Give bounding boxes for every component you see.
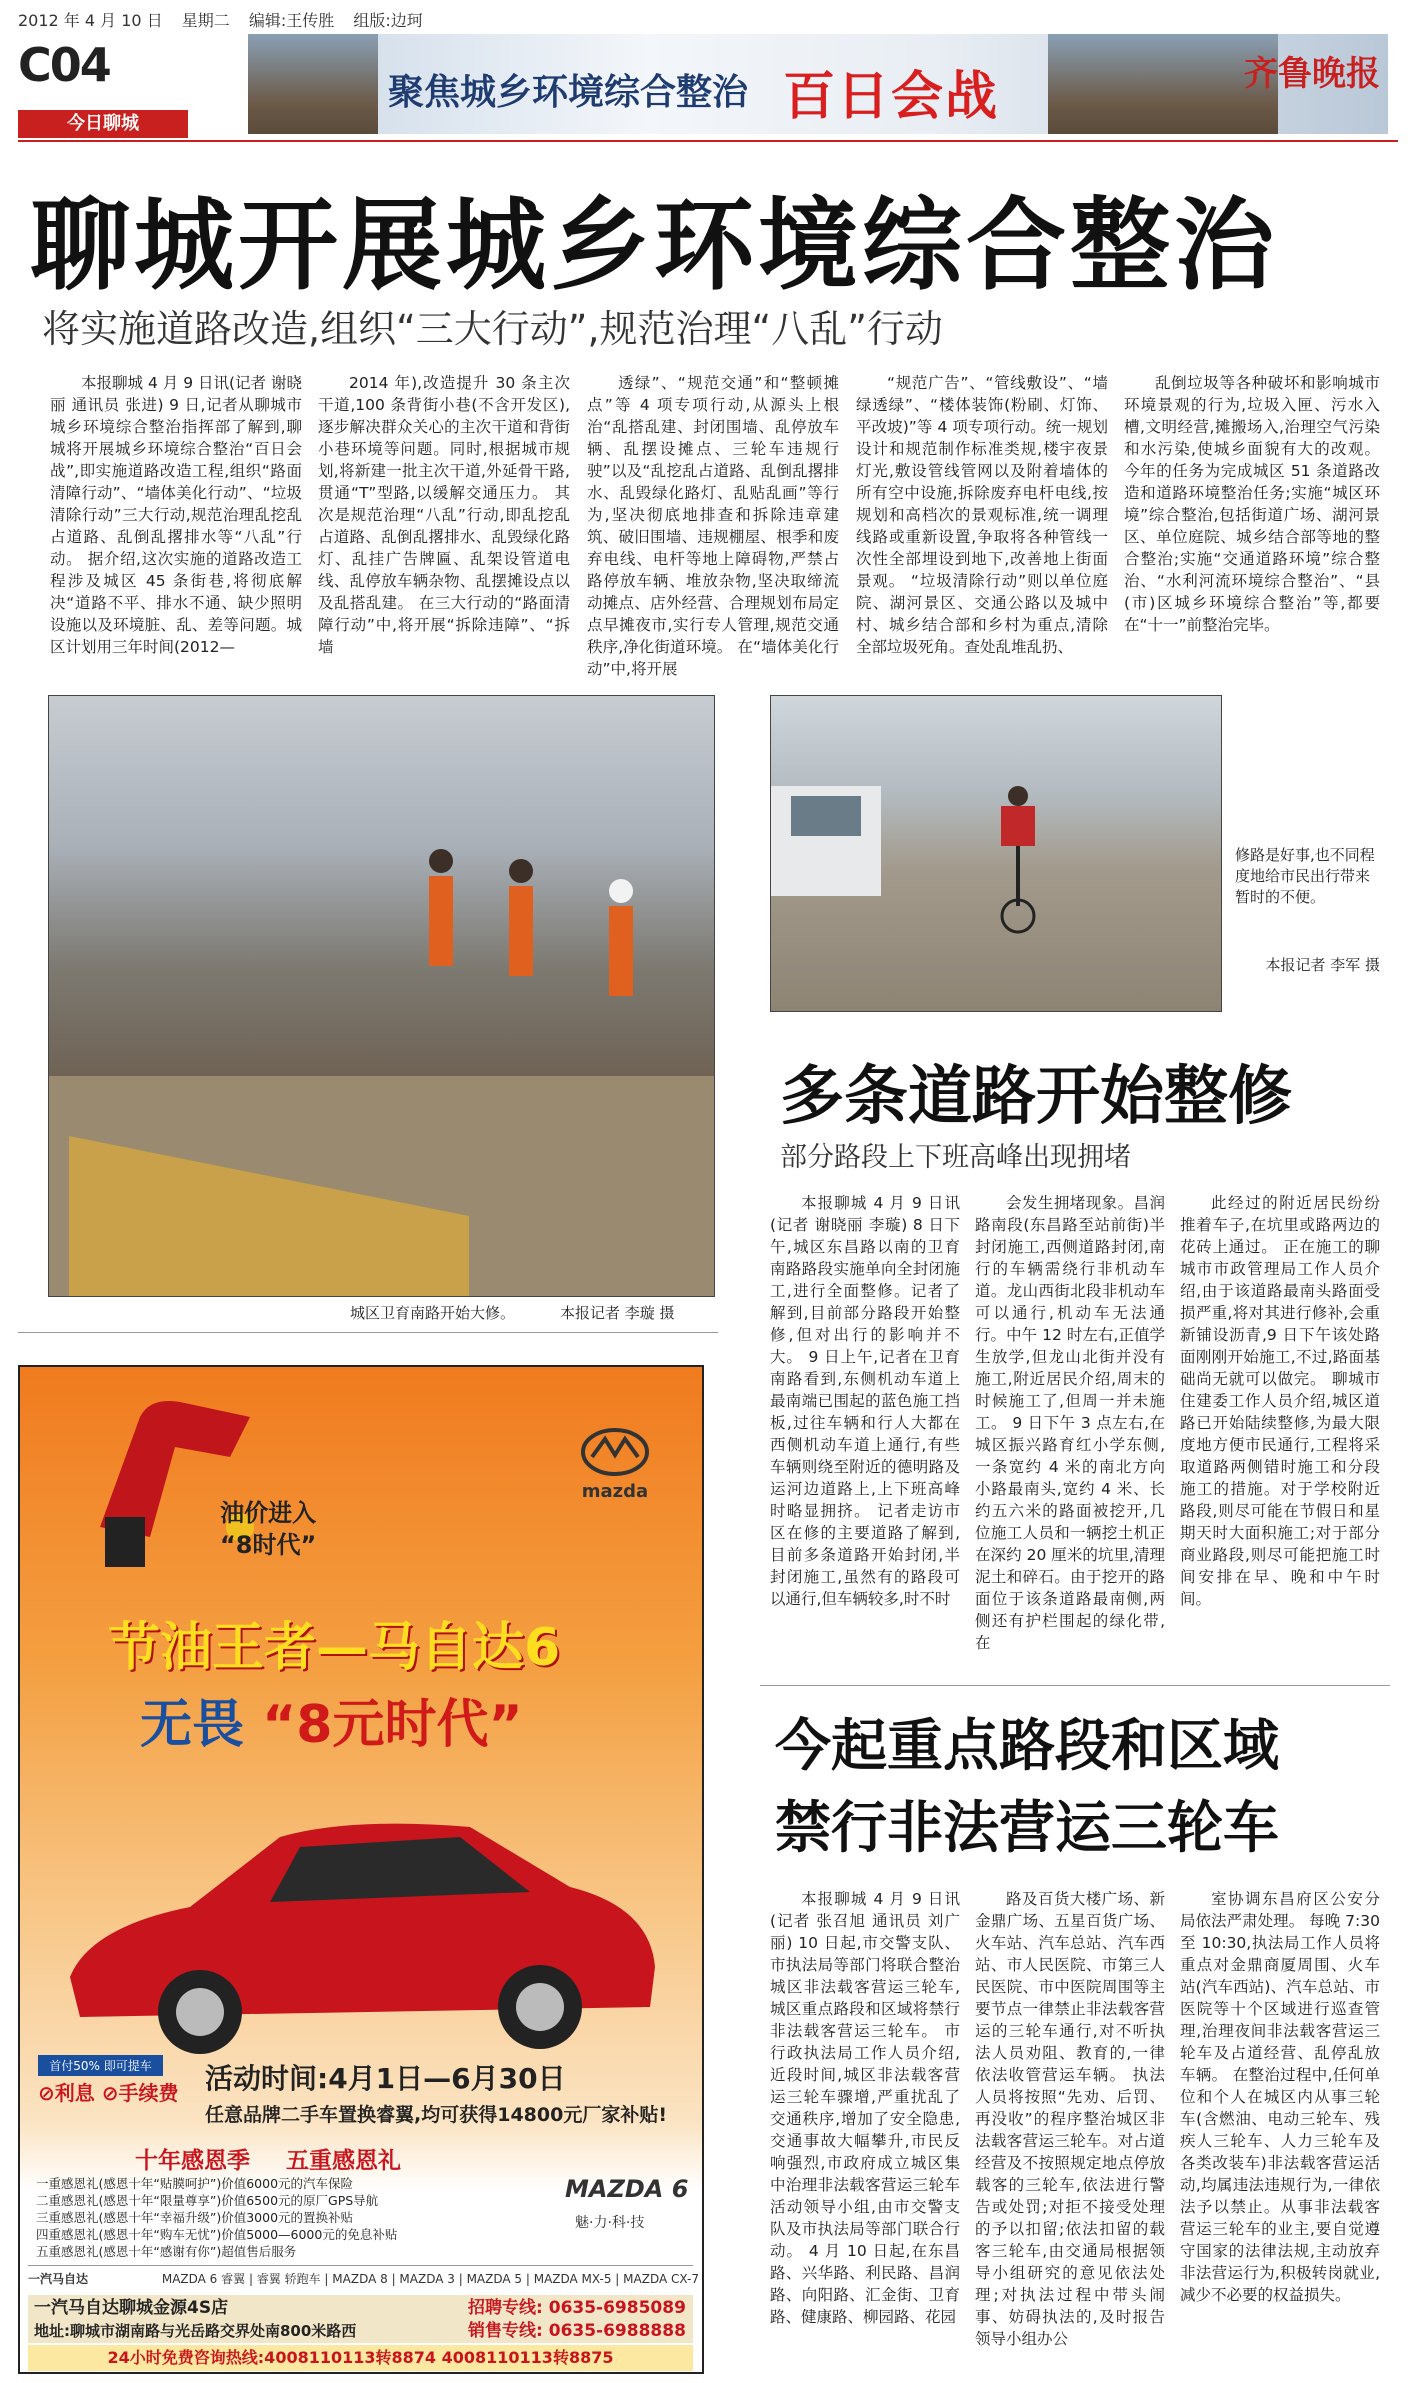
gift-list xyxy=(36,2175,456,2260)
story2-photo-caption: 修路是好事,也不同程度地给市民出行带来暂时的不便。 xyxy=(1235,846,1375,906)
editor: 编辑:王传胜 xyxy=(248,11,335,30)
main-col-5-text: 乱倒垃圾等各种破坏和影响城市环境景观的行为,垃圾入匣、污水入槽,文明经营,摊搬场入,治理空气污染和水污染,使城乡面貌有大的改观。 今年的任务为完成城区 51 条道路改造和道路环境整治任务;实施“城区环境”综合整治,包括街道广场、湖河景区、单位庭院、城乡结合部等地的整合整治;实施“交通道路环境”综合整治、“水利河流环境综合整治”、“县(市)区城乡环境综合整治”等,都要在“十一”前整治完毕。 xyxy=(1124,374,1380,634)
dealer-address: 地址:聊城市湖南路与光岳路交界处南800米路西 xyxy=(34,2322,357,2340)
main-col-1 xyxy=(50,372,302,682)
activity-time: 活动时间:4月1日—6月30日 xyxy=(205,2062,566,2095)
dealer-strip xyxy=(28,2265,699,2287)
story2-col-2 xyxy=(975,1192,1165,1672)
gift-item: 五重感恩礼(感恩十年“感谢有你”)超值售后服务 xyxy=(36,2244,297,2259)
paper-logo: 齐鲁晚报 xyxy=(1244,54,1380,94)
story2-col-1 xyxy=(770,1192,960,1672)
main-headline: 聊城开展城乡环境综合整治 xyxy=(30,187,1278,304)
main-photo-caption: 城区卫育南路开始大修。 xyxy=(350,1304,516,1322)
section-tag: 今日聊城 xyxy=(18,110,188,138)
cyclist-illustration xyxy=(771,696,1221,1011)
story2-photo xyxy=(770,695,1222,1012)
divider xyxy=(18,1332,718,1333)
main-photo-credit: 本报记者 李璇 摄 xyxy=(560,1304,675,1322)
main-col-4 xyxy=(856,372,1108,682)
main-col-5 xyxy=(1124,372,1380,682)
section-rule xyxy=(18,110,1398,142)
oil-price-line1: 油价进入 xyxy=(220,1499,317,1527)
story3-col-2 xyxy=(975,1888,1165,2373)
main-col-2 xyxy=(318,372,570,682)
divider xyxy=(760,1685,1390,1686)
main-subhead: 将实施道路改造,组织“三大行动”,规范治理“八乱”行动 xyxy=(42,307,943,351)
ad-slogan-2 xyxy=(140,1682,523,1757)
benefit-interest: 利息 xyxy=(54,2081,95,2105)
story2-photo-credit: 本报记者 李军 摄 xyxy=(1265,956,1380,974)
main-col-4-text: “规范广告”、“管线敷设”、“墙绿透绿”、“楼体装饰(粉刷、灯饰、平改坡)”等 4 项专项行动。统一规划设计和规范制作标准类规,楼宇夜景灯光,敷设管线管网以及附着墙体的所有空中设施,拆除废弃电杆电线,按规划和高档次的景观标准,统一调理线路或重新设置,争取将各种管线一次性全部埋设到地下,改善地上街面景观。 “垃圾清除行动”则以单位庭院、湖河景区、交通公路以及城中村、城乡结合部和乡村为重点,清除全部垃圾死角。查处乱堆乱扔、 xyxy=(856,374,1108,656)
model-logo: MAZDA 6 xyxy=(565,2175,689,2203)
issue-date: 2012 年 4 月 10 日 xyxy=(18,11,163,30)
recruit-line xyxy=(468,2297,686,2319)
anniversary-label: 十年感恩季 xyxy=(135,2148,250,2174)
main-photo xyxy=(48,695,715,1297)
story3-col-3 xyxy=(1180,1888,1380,2373)
sales-phone: 0635-6988888 xyxy=(548,2321,686,2341)
issue-weekday: 星期二 xyxy=(181,11,230,30)
recruit-label: 招聘专线: xyxy=(468,2298,543,2318)
ad-slogan-1: 节油王者—马自达6 xyxy=(108,1618,561,1678)
free-hotline: 24小时免费咨询热线:4008110113转8874 4008110113转8875 xyxy=(28,2345,693,2371)
page-number: C04 xyxy=(18,38,110,92)
dealer-name: 一汽马自达聊城金源4S店 xyxy=(34,2298,229,2318)
gift-item: 三重感恩礼(感恩十年“幸福升级”)价值3000元的置换补贴 xyxy=(36,2210,354,2225)
mazda-wordmark: mazda xyxy=(581,1481,649,1502)
oil-price-line2: “8时代” xyxy=(220,1531,317,1559)
sales-label: 销售专线: xyxy=(468,2321,543,2341)
dealer-brand: 一汽马自达 xyxy=(28,2272,89,2286)
finance-badge: 首付50% 即可提车 xyxy=(38,2055,163,2076)
dealer-info xyxy=(28,2295,693,2343)
main-col-1-text: 本报聊城 4 月 9 日讯(记者 谢晓丽 通讯员 张进) 9 日,记者从聊城市城乡环境综合整治指挥部了解到,聊城将开展城乡环境综合整治“百日会战”,即实施道路改造工程,组织“路面清障行动”、“墙体美化行动”、“垃圾清除行动”三大行动,规范治理乱挖乱占道路、乱倒乱撂排水等“八乱”行动。 据介绍,这次实施的道路改造工程涉及城区 45 条街巷,将彻底解决“道路不平、排水不通、缺少照明设施以及环境脏、乱、差等问题。城区计划用三年时间(2012— xyxy=(50,374,302,656)
gift-item: 四重感恩礼(感恩十年“购车无忧”)价值5000—6000元的免息补贴 xyxy=(36,2227,398,2242)
oil-price-note xyxy=(220,1497,316,1561)
story2-col-3-text: 此经过的附近居民纷纷推着车子,在坑里或路两边的花砖上通过。 正在施工的聊城市市政管理局工作人员介绍,由于该道路最南头路面受损严重,将对其进行修补,会重新铺设沥青,9 日下午该处路面刚刚开始施工,不过,路面基础尚无就可以做完。 聊城市住建委工作人员介绍,城区道路已开始陆续整修,为最大限度地方便市民通行,工程将采取道路两侧错时施工和分段施工的措施。对于学校附近路段,则尽可能在节假日和星期天时大面积施工;对于部分商业路段,则尽可能把施工时间安排在早、晚和中午时间。 xyxy=(1180,1194,1380,1608)
main-col-3 xyxy=(587,372,839,682)
story2-col-3 xyxy=(1180,1192,1380,1672)
anniversary-title xyxy=(135,2142,401,2175)
story2-subhead: 部分路段上下班高峰出现拥堵 xyxy=(780,1142,1131,1173)
main-col-3-text: 透绿”、“规范交通”和“整顿摊点”等 4 项专项行动,从源头上根治“乱搭乱建、封闭围墙、乱停放车辆、乱摆设摊点、三轮车违规行驶”以及“乱挖乱占道路、乱倒乱撂排水、乱毁绿化路灯、乱贴乱画”等行为,坚决彻底地排查和拆除违章建筑、破旧围墙、违规棚屋、根季和废弃电线、电杆等地上障碍物,严禁占路停放车辆、堆放杂物,坚决取缔流动摊点、店外经营、合理规划布局定点早摊夜市,实行专人管理,规范交通秩序,净化街道环境。 在“墙体美化行动”中,将开展 xyxy=(587,374,839,678)
banner-highlight: 百日会战 xyxy=(783,67,1000,127)
five-thanks-label: 五重感恩礼 xyxy=(286,2148,402,2174)
road-workers-illustration xyxy=(49,696,714,1296)
mazda-logo xyxy=(560,1427,670,1502)
banner-title: 聚焦城乡环境综合整治 xyxy=(388,72,749,113)
red-car-illustration xyxy=(50,1777,670,2057)
page-meta xyxy=(18,8,437,31)
mazda-emblem-icon xyxy=(580,1427,650,1477)
story3-col-1-text: 本报聊城 4 月 9 日讯(记者 张召旭 通讯员 刘广丽) 10 日起,市交警支队、市执法局等部门将联合整治城区非法载客营运三轮车,城区重点路段和区域将禁行非法载客营运三轮车。 市行政执法局工作人员介绍,近段时间,城区非法载客营运三轮车骤增,严重扰乱了交通秩序,增加了安全隐患,交通事故大幅攀升,市民反响强烈,市政府成立城区集中治理非法载客营运三轮车活动领导小组,由市交警支队及市执法局等部门联合行动。 4 月 10 日起,在东昌路、兴华路、利民路、昌润路、向阳路、汇金街、卫育路、健康路、柳园路、花园 xyxy=(770,1890,960,2326)
ad-slogan-2-highlight: “8元时代” xyxy=(262,1695,523,1755)
model-list: MAZDA 6 睿翼 | 睿翼 轿跑车 | MAZDA 8 | MAZDA 3 | MAZDA 5 | MAZDA MX-5 | MAZDA CX-7 xyxy=(161,2272,699,2286)
trade-in-offer: 任意品牌二手车置换睿翼,均可获得14800元厂家补贴! xyxy=(205,2104,667,2126)
story2-col-2-text: 会发生拥堵现象。昌润路南段(东昌路至站前街)半封闭施工,西侧道路封闭,南行的车辆需绕行非机动车道。龙山西街北段非机动车可以通行,机动车无法通行。中午 12 时左右,正值学生放学,但龙山北街并没有施工,附近居民介绍,周末的时候施工了,但周一并未施工。 9 日下午 3 点左右,在城区振兴路育红小学东侧,一条宽约 4 米的南北方向小路最南头,宽约 4 米、长约五六米的路面被挖开,几位施工人员和一辆挖土机正在深约 20 厘米的坑里,清理泥土和碎石。由于挖开的路面位于该条道路最南侧,两侧还有护栏围起的绿化带,在 xyxy=(975,1194,1165,1652)
model-tagline: 魅·力·科·技 xyxy=(575,2215,645,2231)
ad-slogan-2-prefix: 无畏 xyxy=(140,1695,245,1755)
sales-line xyxy=(468,2320,686,2342)
main-col-2-text: 2014 年),改造提升 30 条主次干道,100 条背街小巷(不含开发区),逐步解决群众关心的主次干道和背街小巷环境等问题。同时,根据城市规划,将新建一批主次干道,外延骨干路,贯通“T”型路,以缓解交通压力。 其次是规范治理“八乱”行动,即乱挖乱占道路、乱倒乱撂排水、乱毁绿化路灯、乱挂广告牌匾、乱架设管道电线、乱停放车辆杂物、乱摆摊设点以及乱搭乱建。 在三大行动的“路面清障行动”中,将开展“拆除违障”、“拆墙 xyxy=(318,374,570,656)
finance-benefits: ⊘利息 ⊘手续费 xyxy=(38,2081,179,2105)
benefit-fee: 手续费 xyxy=(118,2081,179,2105)
story3-headline-line1: 今起重点路段和区域 xyxy=(775,1714,1279,1779)
mazda-advertisement xyxy=(18,1365,704,2374)
story3-headline-line2: 禁行非法营运三轮车 xyxy=(775,1796,1279,1861)
story2-col-1-text: 本报聊城 4 月 9 日讯(记者 谢晓丽 李璇) 8 日下午,城区东昌路以南的卫育南路路段实施单向全封闭施工,进行全面整修。记者了解到,目前部分路段开始整修,但对出行的影响并不大。 9 日上午,记者在卫育南路看到,东侧机动车道上最南端已围起的蓝色施工挡板,过往车辆和行人大都在西侧机动车道上通行,有些车辆则绕至附近的德明路及运河边道路上,上下班高峰时略显拥挤。 记者走访市区在修的主要道路了解到,目前多条道路开始封闭,半封闭施工,虽然有的路段可以通行,但车辆较多,时不时 xyxy=(770,1194,960,1608)
layout-editor: 组版:边珂 xyxy=(353,11,423,30)
story2-headline: 多条道路开始整修 xyxy=(780,1060,1292,1134)
recruit-phone: 0635-6985089 xyxy=(548,2298,686,2318)
story3-col-3-text: 室协调东昌府区公安分局依法严肃处理。 每晚 7:30 至 10:30,执法局工作人员将重点对金鼎商厦周围、火车站(汽车西站)、汽车总站、市医院等十个区域进行巡查管理,治理夜间非法载客营运三轮车及占道经营、乱停乱放车辆。 在整治过程中,任何单位和个人在城区内从事三轮车(含燃油、电动三轮车、残疾人三轮车、人力三轮车及各类改装车)非法载客营运活动,均属违法违规行为,一律依法予以禁止。从事非法载客营运三轮车的业主,要自觉遵守国家的法律法规,主动放弃非法营运行为,积极转岗就业,减少不必要的权益损失。 xyxy=(1180,1890,1380,2304)
gift-item: 一重感恩礼(感恩十年“贴膜呵护”)价值6000元的汽车保险 xyxy=(36,2176,354,2191)
story3-col-1 xyxy=(770,1888,960,2373)
story3-col-2-text: 路及百货大楼广场、新金鼎广场、五星百货广场、火车站、汽车总站、汽车西站、市人民医院、市第三人民医院、市中医院周围等主要节点一律禁止非法载客营运的三轮车通行,对不听执法人员劝阻、教育的,一律依法收管营运车辆。 执法人员将按照“先劝、后罚、再没收”的程序整治城区非法载客营运三轮车。对占道经营及不按照规定地点停放载客的三轮车,依法进行警告或处罚;对拒不接受处理的予以扣留;依法扣留的载客三轮车,由交通局根据领导小组研究的意见依法处理;对执法过程中带头闹事、妨碍执法的,及时报告领导小组办公 xyxy=(975,1890,1165,2348)
gift-item: 二重感恩礼(感恩十年“限量尊享”)价值6500元的原厂GPS导航 xyxy=(36,2193,379,2208)
